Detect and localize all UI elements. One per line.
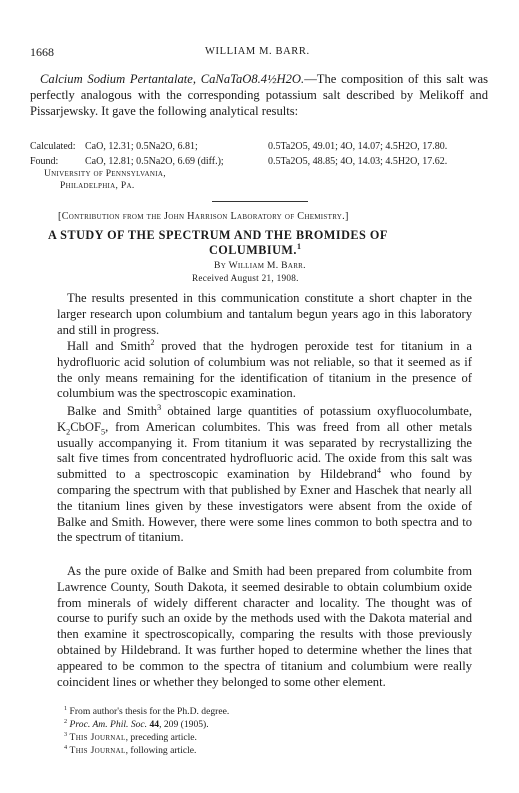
footnote-1-mark: 1 — [64, 704, 68, 712]
footnote-ref-4: 4 — [376, 466, 381, 475]
footnote-1-text: From author's thesis for the Ph.D. degree. — [69, 706, 230, 717]
article-title-line-1: A STUDY OF THE SPECTRUM AND THE BROMIDES OF — [48, 228, 388, 242]
article-title-text-2: COLUMBIUM. — [209, 243, 297, 257]
paragraph-2 — [57, 339, 472, 402]
paragraph-4 — [57, 564, 472, 690]
paragraph-3-text-d: , from American columbites. This was freed from all other metals usually accompanying it. From titanium it was separated by recrystallizing the salt five times from concentrated hydrofluoric acid. The oxide from this salt was submitted to a spectroscopic examination by Hildebrand — [57, 419, 472, 482]
calculated-values-a: CaO, 12.31; 0.5Na2O, 6.81; — [85, 141, 198, 152]
footnote-2-mark: 2 — [64, 717, 68, 725]
running-title: WILLIAM M. BARR. — [205, 46, 310, 57]
footnote-ref-2: 2 — [150, 337, 155, 347]
found-values-a: CaO, 12.81; 0.5Na2O, 6.69 (diff.); — [85, 156, 224, 167]
footnote-1 — [64, 706, 229, 718]
affiliation-line-2: Philadelphia, Pa. — [60, 181, 135, 191]
formula-subscript-1: 2 — [66, 427, 71, 437]
footnote-4 — [64, 745, 196, 757]
contribution-line: [Contribution from the John Harrison Laboratory of Chemistry.] — [58, 211, 349, 222]
salt-intro-text: —The composition of this salt was perfectly analogous with the corresponding potassium salt described by Melikoff and Pissarjewsky. It gave the following analytical results: — [30, 72, 488, 118]
paragraph-3 — [57, 404, 472, 546]
salt-paragraph — [30, 72, 488, 119]
found-values-b: 0.5Ta2O5, 48.85; 4O, 14.03; 4.5H2O, 17.62. — [268, 156, 448, 167]
paragraph-3-text-e: who found by comparing the spectrum with that published by Exner and Haschek that nearly all the titanium lines given by these investigators were absent from the oxide of Balke and Smith. However, there were some lines common to both spectra and to the spectrum of titanium. — [57, 467, 472, 545]
calculated-values-b: 0.5Ta2O5, 49.01; 4O, 14.07; 4.5H2O, 17.80. — [268, 141, 448, 152]
salt-heading: Calcium Sodium Pertantalate, CaNaTaO8.4½H2O. — [40, 72, 305, 86]
footnote-ref-3: 3 — [157, 402, 162, 412]
footnote-2-journal: Proc. Am. Phil. Soc. — [69, 719, 148, 730]
article-title-line-2 — [209, 243, 301, 258]
footnote-4-rest: , following article. — [125, 745, 197, 756]
footnote-2-volume: 44 — [149, 719, 160, 730]
paragraph-4-text: As the pure oxide of Balke and Smith had been prepared from columbite from Lawrence County, South Dakota, it seemed desirable to obtain columbium oxide from minerals of widely different character and locality. The thought was of course to purify such an oxide by the methods used with the Dakota material and then examine it spectroscopically, comparing the results with those previously obtained by Hildebrand. It was further hoped to determine whether the lines that appeared to be common to the spectra of titanium and columbium were really coincident lines or whether they belonged to some other element. — [57, 564, 472, 689]
footnote-4-mark: 4 — [64, 743, 68, 751]
found-label: Found: — [30, 156, 59, 167]
footnote-3-mark: 3 — [64, 730, 68, 738]
footnote-3-journal: This Journal — [69, 732, 126, 743]
section-divider — [212, 201, 308, 202]
footnote-3-rest: , preceding article. — [125, 732, 197, 743]
paragraph-3-text-b: obtained large quantities of potassium oxyfluocolumbate, K — [57, 404, 472, 434]
calculated-label: Calculated: — [30, 141, 76, 152]
footnote-4-journal: This Journal — [69, 745, 126, 756]
page-number: 1668 — [30, 45, 54, 59]
paragraph-1 — [57, 291, 472, 338]
affiliation-line-1: University of Pennsylvania, — [44, 169, 166, 179]
paragraph-2-text-a: Hall and Smith — [67, 339, 151, 353]
received-date: Received August 21, 1908. — [192, 273, 299, 283]
paragraph-3-text-c: CbOF — [70, 419, 101, 434]
formula-subscript-2: 5 — [101, 427, 106, 437]
title-footnote-ref: 1 — [296, 241, 302, 251]
byline: By William M. Barr. — [214, 260, 306, 271]
footnote-2-rest: , 209 (1905). — [159, 719, 209, 730]
paragraph-2-text-b: proved that the hydrogen peroxide test for titanium in a hydrofluoric acid solution of columbium was not reliable, so that it seemed as if the only means remaining for the identification of titanium in the presence of columbium was the spectroscopic examination. — [57, 339, 472, 401]
paragraph-3-text-a: Balke and Smith — [67, 404, 158, 418]
footnote-2 — [64, 719, 209, 731]
paragraph-1-text: The results presented in this communication constitute a short chapter in the larger research upon columbium and tantalum begun years ago in this laboratory and still in progress. — [57, 291, 472, 337]
footnote-3 — [64, 732, 197, 744]
